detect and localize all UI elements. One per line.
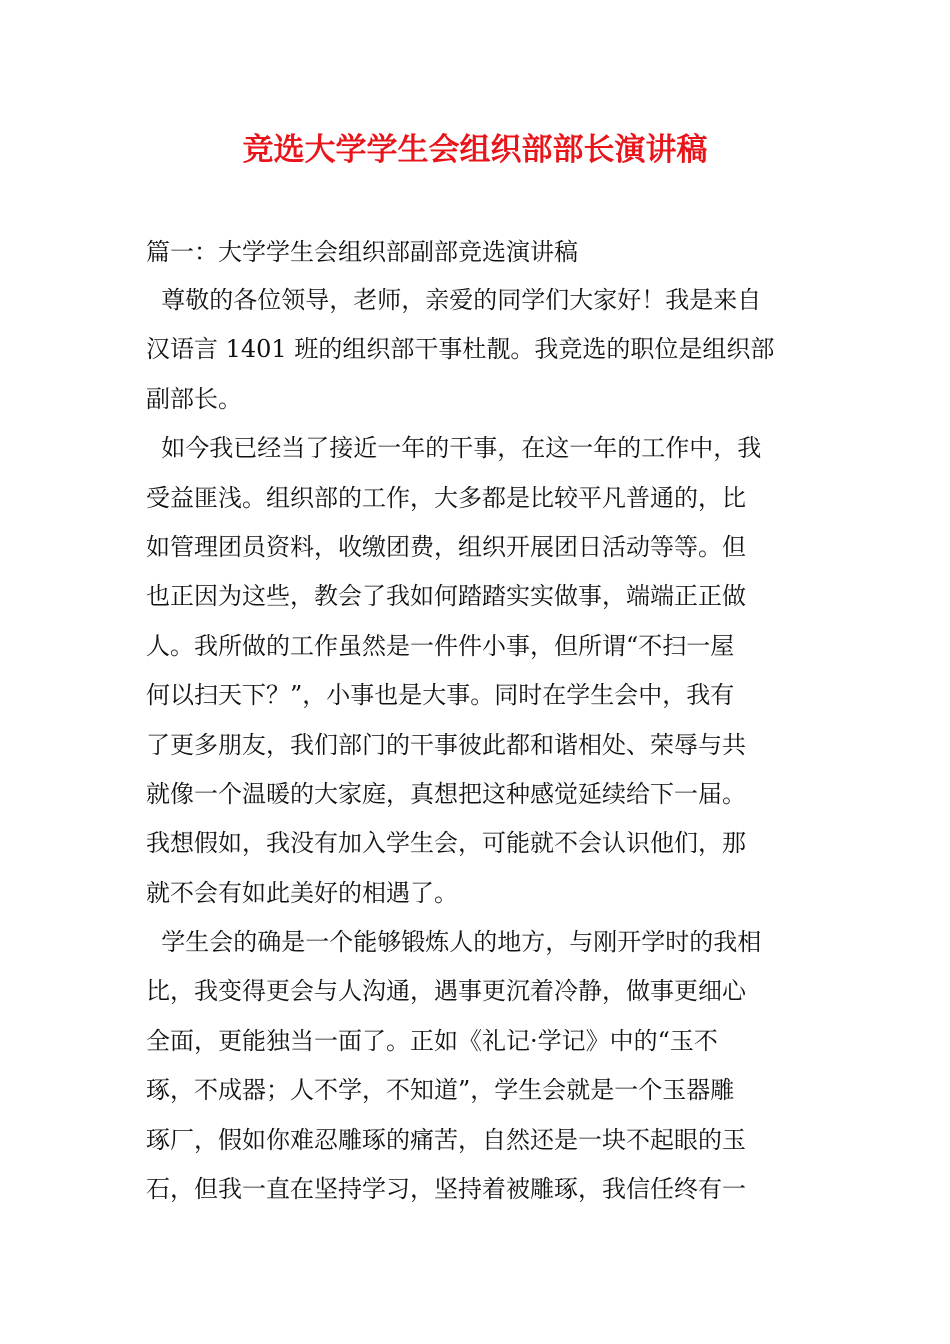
text-line: 就不会有如此美好的相遇了。 bbox=[146, 878, 458, 907]
text-line: 比，我变得更会与人沟通，遇事更沉着冷静，做事更细心 bbox=[146, 977, 746, 1006]
text-line: 受益匪浅。组织部的工作，大多都是比较平凡普通的，比 bbox=[146, 483, 746, 512]
text-line: 琢，不成器；人不学，不知道”，学生会就是一个玉器雕 bbox=[146, 1076, 735, 1105]
section-subtitle: 篇一：大学学生会组织部副部竞选演讲稿 bbox=[146, 238, 578, 266]
text-line: 如今我已经当了接近一年的干事，在这一年的工作中，我 bbox=[146, 434, 762, 463]
document-title: 竞选大学学生会组织部部长演讲稿 bbox=[242, 132, 708, 168]
text-line: 石，但我一直在坚持学习，坚持着被雕琢，我信任终有一 bbox=[146, 1175, 746, 1204]
text-line: 学生会的确是一个能够锻炼人的地方，与刚开学时的我相 bbox=[146, 928, 762, 957]
text-line: 我想假如，我没有加入学生会，可能就不会认识他们，那 bbox=[146, 829, 746, 858]
text-line: 琢厂，假如你难忍雕琢的痛苦，自然还是一块不起眼的玉 bbox=[146, 1125, 746, 1154]
text-line: 了更多朋友，我们部门的干事彼此都和谐相处、荣辱与共 bbox=[146, 730, 746, 759]
text-line: 汉语言 1401 班的组织部干事杜靓。我竞选的职位是组织部 bbox=[146, 335, 775, 364]
text-line: 尊敬的各位领导，老师，亲爱的同学们大家好！我是来自 bbox=[146, 286, 762, 314]
body-paragraphs bbox=[146, 276, 810, 1214]
text-line: 如管理团员资料，收缴团费，组织开展团日活动等等。但 bbox=[146, 532, 746, 561]
text-line: 全面，更能独当一面了。正如《礼记·学记》中的“玉不 bbox=[146, 1026, 718, 1055]
text-line: 人。我所做的工作虽然是一件件小事，但所谓“不扫一屋 bbox=[146, 631, 735, 660]
text-line: 何以扫天下？”，小事也是大事。同时在学生会中，我有 bbox=[146, 681, 735, 710]
text-line: 就像一个温暖的大家庭，真想把这种感觉延续给下一届。 bbox=[146, 779, 746, 808]
text-line: 也正因为这些，教会了我如何踏踏实实做事，端端正正做 bbox=[146, 582, 746, 611]
text-line: 副部长。 bbox=[146, 384, 242, 413]
